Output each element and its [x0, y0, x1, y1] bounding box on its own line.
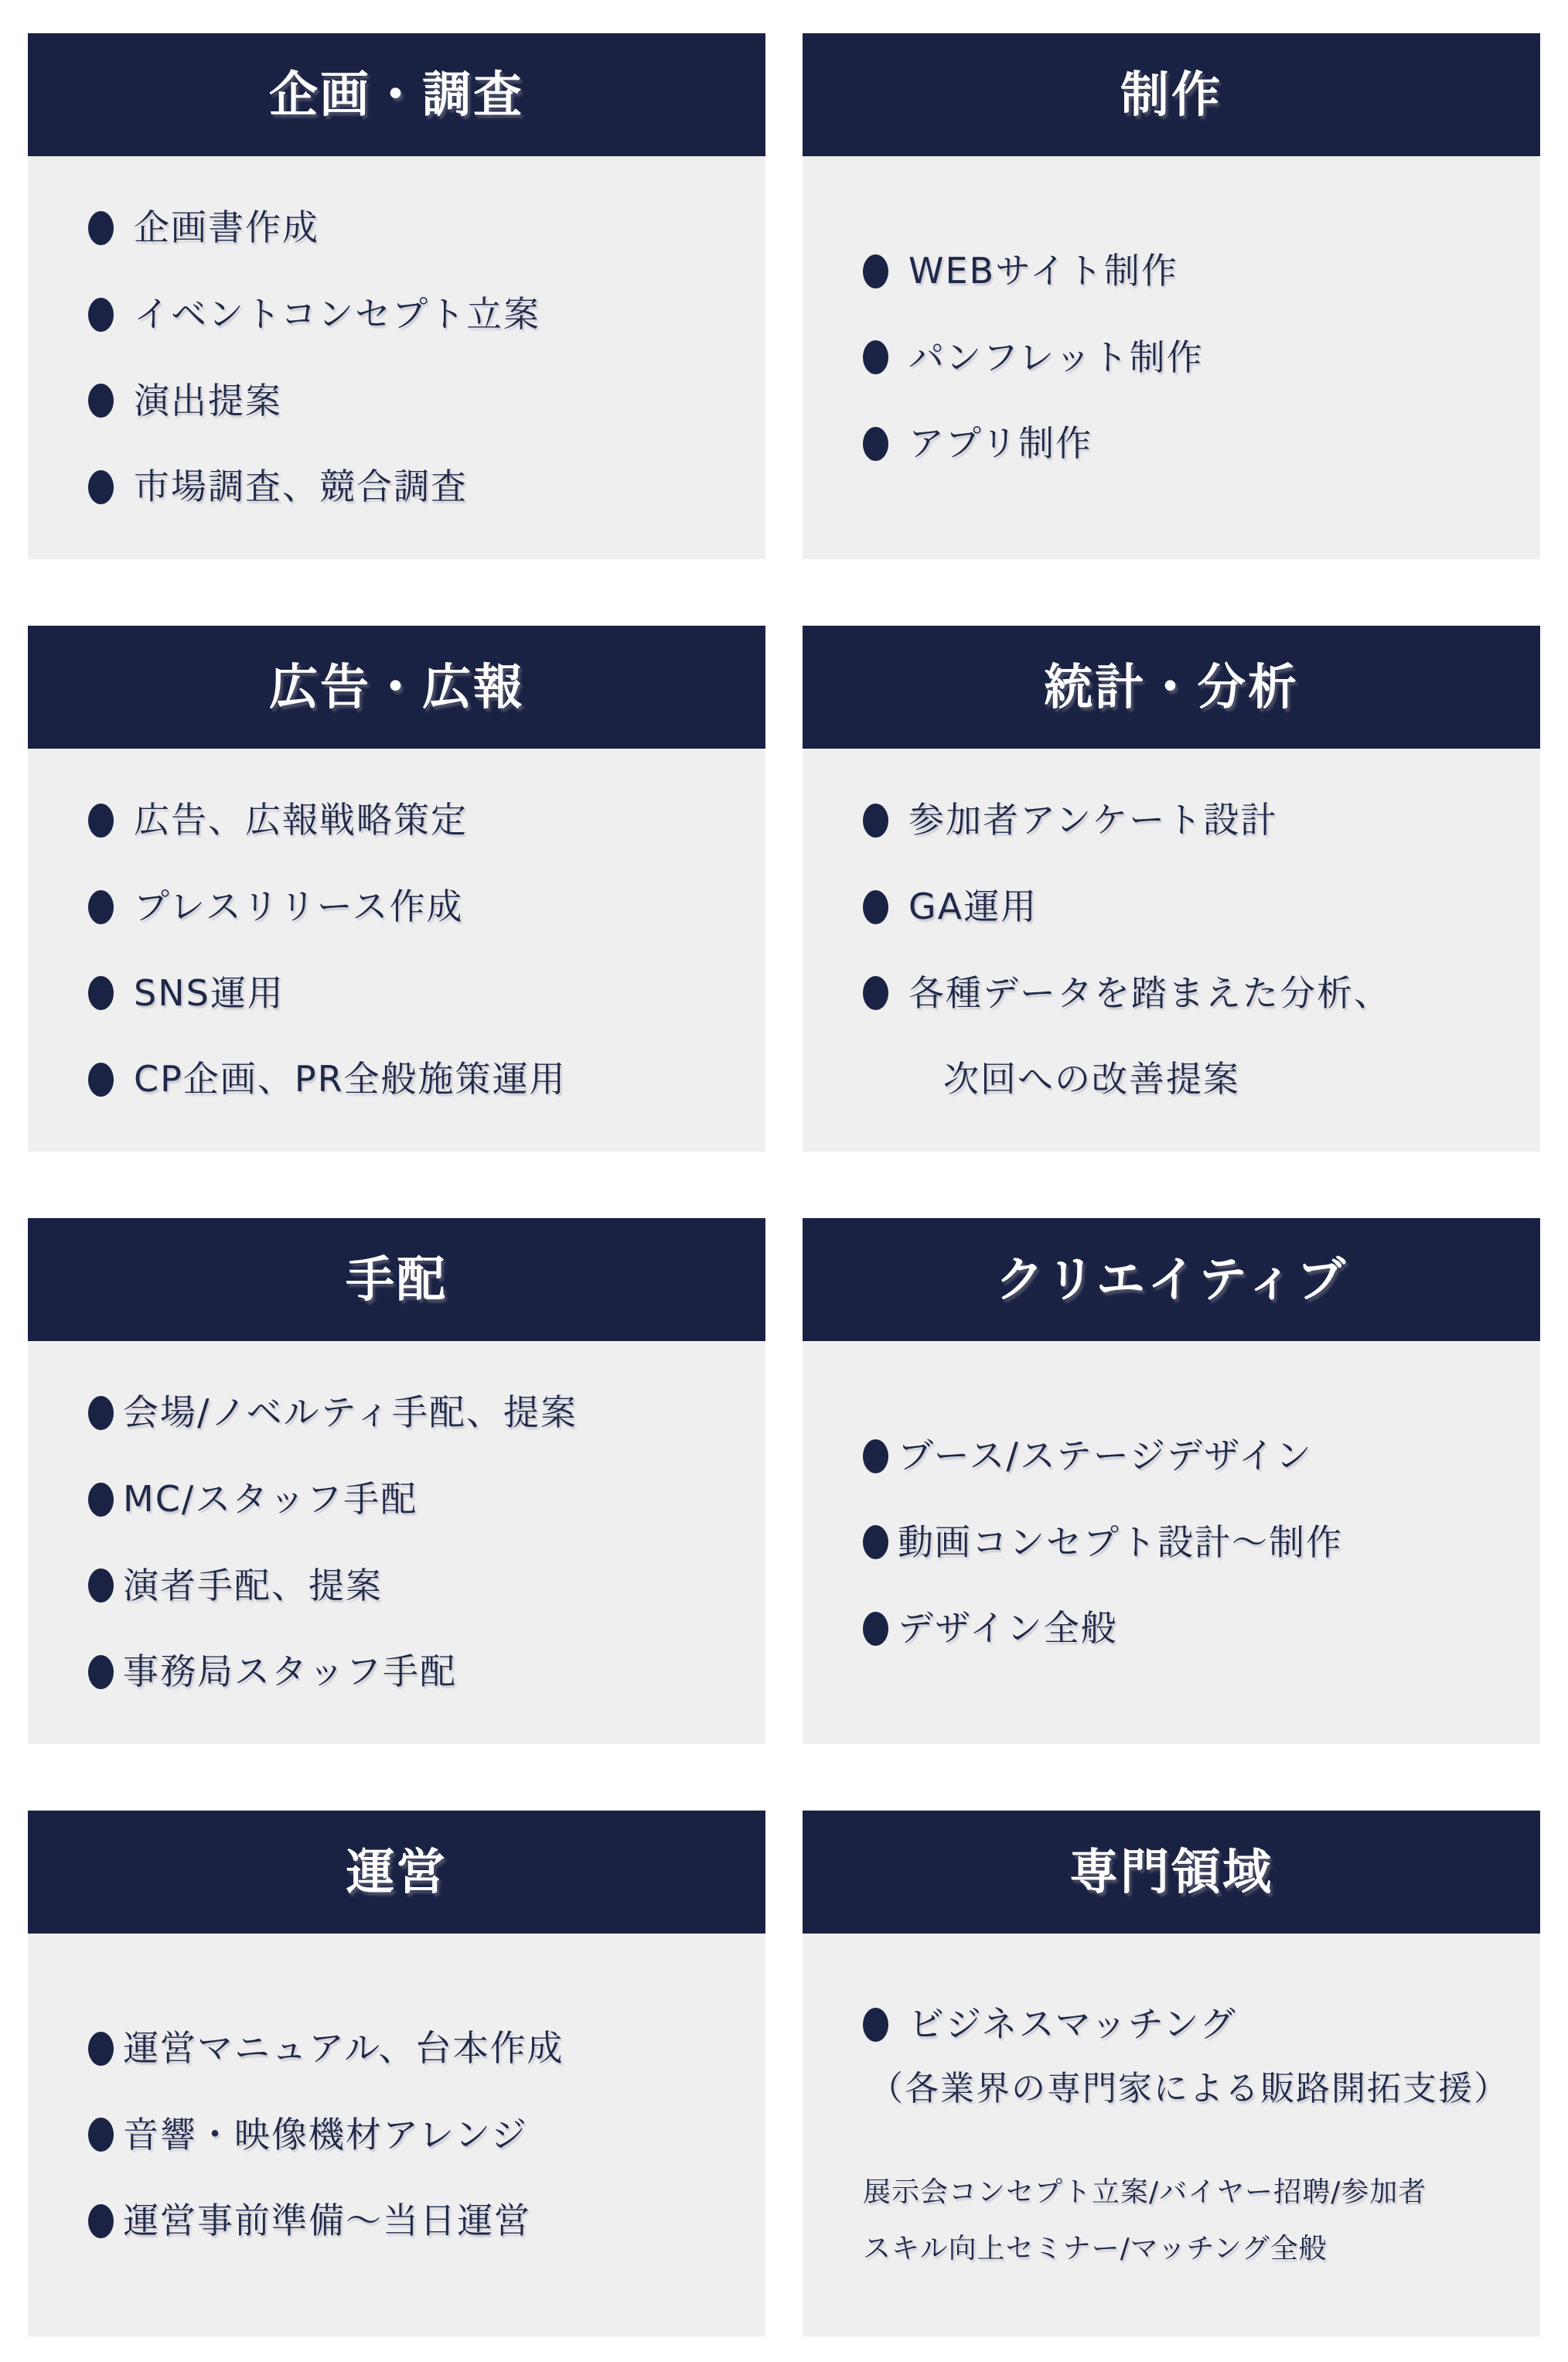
card-header	[803, 1811, 1540, 1934]
bullet-icon	[88, 1655, 114, 1689]
card-title: 運営	[346, 1844, 448, 1900]
service-item	[88, 801, 742, 840]
card-header	[803, 33, 1540, 156]
service-item	[863, 801, 1517, 840]
card-title: 統計・分析	[1044, 659, 1299, 715]
service-item-text: イベントコンセプト立案	[134, 292, 541, 335]
service-item-text: 事務局スタッフ手配	[123, 1650, 457, 1693]
card-creative	[803, 1218, 1540, 1744]
bullet-icon	[863, 804, 888, 838]
bullet-icon	[88, 1063, 114, 1097]
service-item-list	[863, 249, 1517, 465]
card-body	[28, 1934, 765, 2336]
bullet-icon	[863, 1439, 888, 1473]
service-item-text: 運営事前準備～当日運営	[123, 2200, 531, 2242]
bullet-icon	[863, 890, 888, 924]
service-item-list	[88, 801, 742, 1099]
service-item-text: 市場調査、競合調査	[134, 466, 468, 508]
service-item-text: 次回への改善提案	[943, 1058, 1240, 1101]
bullet-icon	[863, 1612, 888, 1646]
card-body	[28, 1341, 765, 1744]
card-body	[803, 1341, 1540, 1744]
card-header	[803, 626, 1540, 749]
bullet-icon	[88, 804, 114, 838]
service-item-list	[88, 209, 742, 507]
card-title: クリエイティブ	[995, 1251, 1348, 1308]
bullet-icon	[88, 298, 114, 332]
service-item	[863, 1521, 1517, 1563]
bullet-icon	[863, 254, 888, 288]
service-item	[863, 971, 1517, 1014]
service-item-text: 企画書作成	[134, 207, 319, 249]
service-item	[88, 2113, 742, 2155]
service-item	[863, 1434, 1517, 1476]
card-title: 手配	[346, 1251, 448, 1308]
card-specialized-domain	[803, 1811, 1540, 2336]
bullet-icon	[88, 2032, 114, 2066]
bullet-icon	[88, 384, 114, 418]
bullet-icon	[88, 1396, 114, 1430]
service-item-text: 動画コンセプト設計～制作	[898, 1521, 1343, 1563]
service-item	[88, 1564, 742, 1606]
service-item	[88, 885, 742, 927]
card-header	[28, 1811, 765, 1934]
service-item-text: 演出提案	[134, 379, 282, 422]
bullet-icon	[863, 340, 888, 374]
card-body	[28, 156, 765, 559]
service-item	[88, 209, 742, 247]
bullet-icon	[863, 427, 888, 461]
bullet-icon	[88, 890, 114, 924]
service-item	[863, 2005, 1517, 2044]
bullet-icon	[88, 470, 114, 504]
list-spacer	[863, 2133, 1517, 2152]
service-item-text: 音響・映像機材アレンジ	[123, 2113, 528, 2155]
service-item	[88, 1391, 742, 1434]
bullet-icon	[88, 1483, 114, 1517]
service-item-text: （各業界の専門家による販路開拓支援）	[869, 2068, 1509, 2108]
service-item	[863, 1609, 1517, 1648]
service-item-text: MC/スタッフ手配	[123, 1477, 418, 1520]
card-header	[28, 1218, 765, 1341]
service-item-text: デザイン全般	[898, 1607, 1118, 1650]
service-item-text: 広告、広報戦略策定	[134, 799, 468, 841]
bullet-icon	[88, 976, 114, 1010]
service-item-text: スキル向上セミナー/マッチング全般	[863, 2233, 1328, 2265]
service-item	[88, 1650, 742, 1693]
service-item	[863, 336, 1517, 378]
bullet-icon	[88, 1568, 114, 1603]
card-header	[28, 626, 765, 749]
service-item	[88, 1477, 742, 1520]
bullet-icon	[88, 2204, 114, 2238]
service-item-text: プレスリリース作成	[134, 885, 464, 927]
service-item	[88, 1060, 742, 1099]
service-item	[88, 971, 742, 1014]
card-title: 制作	[1120, 67, 1222, 123]
service-item-text: CP企画、PR全般施策運用	[134, 1058, 567, 1101]
service-item-text: アプリ制作	[908, 422, 1093, 465]
service-item	[863, 422, 1517, 465]
bullet-icon	[863, 1525, 888, 1559]
service-item-text: 演者手配、提案	[123, 1564, 383, 1606]
service-item	[943, 1060, 1517, 1099]
service-item	[88, 379, 742, 422]
bullet-icon	[88, 2118, 114, 2152]
service-item-text: GA運用	[908, 885, 1038, 927]
card-advertising-pr	[28, 626, 765, 1152]
service-item	[863, 2234, 1517, 2265]
service-item-text: SNS運用	[134, 971, 285, 1014]
card-body	[803, 156, 1540, 559]
card-title: 広告・広報	[269, 659, 524, 715]
card-operation	[28, 1811, 765, 2336]
card-planning-research	[28, 33, 765, 559]
card-title: 企画・調査	[269, 67, 524, 123]
bullet-icon	[88, 211, 114, 245]
service-item-list	[88, 2026, 742, 2242]
service-item	[869, 2070, 1517, 2108]
card-arrangement	[28, 1218, 765, 1744]
service-item	[863, 2178, 1517, 2208]
service-item-text: 参加者アンケート設計	[908, 799, 1278, 841]
bullet-icon	[863, 976, 888, 1010]
service-item-text: 運営マニュアル、台本作成	[123, 2026, 564, 2069]
service-item	[863, 885, 1517, 927]
card-statistics-analysis	[803, 626, 1540, 1152]
card-body	[28, 749, 765, 1152]
service-item-text: ブース/ステージデザイン	[898, 1434, 1313, 1476]
service-item-list	[863, 801, 1517, 1099]
card-body	[803, 1934, 1540, 2336]
service-item-text: WEBサイト制作	[908, 249, 1178, 292]
service-item	[88, 468, 742, 507]
service-item-list	[863, 1434, 1517, 1650]
service-item-text: パンフレット制作	[908, 336, 1204, 378]
service-item-text: 会場/ノベルティ手配、提案	[123, 1391, 578, 1434]
card-header	[803, 1218, 1540, 1341]
card-body	[803, 749, 1540, 1152]
service-item	[88, 2026, 742, 2069]
service-item-text: ビジネスマッチング	[908, 2003, 1237, 2046]
service-item-list	[88, 1391, 742, 1693]
service-item-text: 展示会コンセプト立案/バイヤー招聘/参加者	[863, 2176, 1427, 2209]
card-production	[803, 33, 1540, 559]
service-item	[88, 2202, 742, 2241]
bullet-icon	[863, 2008, 888, 2042]
card-title: 専門領域	[1069, 1844, 1273, 1900]
card-header	[28, 33, 765, 156]
service-item-list	[863, 2005, 1517, 2265]
service-item-text: 各種データを踏まえた分析、	[908, 971, 1391, 1014]
service-item	[88, 292, 742, 335]
service-item	[863, 249, 1517, 292]
